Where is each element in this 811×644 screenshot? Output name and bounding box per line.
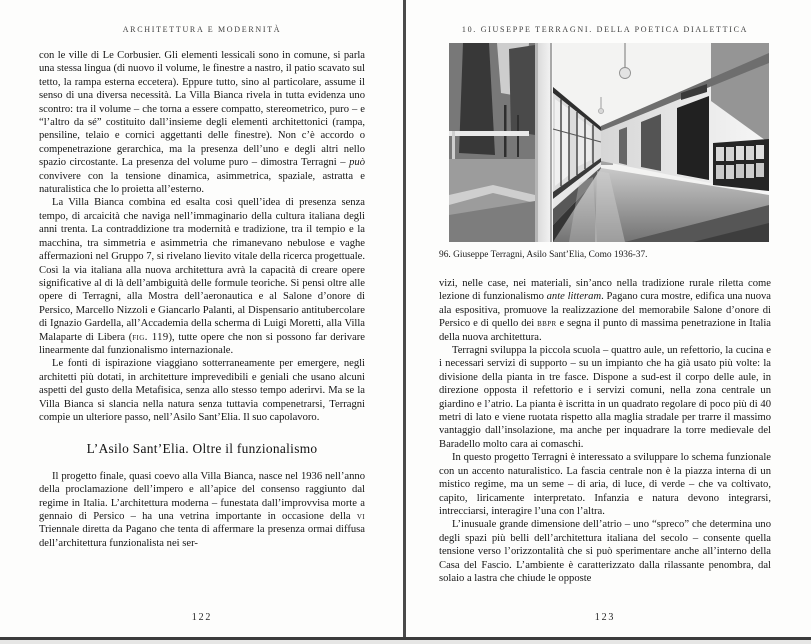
paragraph [439, 344, 771, 451]
paragraph-text: . Pagano cura mostre, edifica una nuova ala espositiva, promuove la realizzazione del memorabile Salone d’onore di Persico e di quello dei [439, 291, 771, 330]
paragraph [439, 277, 771, 344]
smallcaps-text: vi [356, 511, 365, 522]
paragraph-text: Il progetto finale, quasi coevo alla Villa Bianca, nasce nel 1936 nell’anno della proclamazione dell’impero e all’apice del consenso raggiunto dal regime in Italia. L’architettura moderna – funestata dall’improvvisa morte a gennaio di Persico – ha una vetrina importante in occasione della [39, 470, 365, 522]
paragraph-text: ), tutte opere che non si possono far derivare linearmente dal funzionalismo internazionale. [39, 331, 365, 356]
right-text-column [439, 277, 771, 585]
left-page [0, 0, 403, 637]
italic-text: ante litteram [546, 291, 602, 303]
running-head-left: ARCHITETTURA E MODERNITÀ [122, 25, 282, 34]
page-gutter-divider [403, 0, 406, 637]
asilo-corridor-photo [449, 43, 769, 242]
figure-photo [449, 43, 769, 242]
paragraph-text: L’inusuale grande dimensione dell’atrio – uno “spreco” che determina uno degli spazi più belli dell’architettura italiana del secolo – consente quella tensione verso l’orizzontalità che si può sperimentare anche all’interno della Casa del Fascio. L’ambiente è caratterizzato dalla rilassante penombra, dal solaio a lastra che chiude le opposte [439, 519, 771, 584]
paragraph [39, 49, 365, 196]
running-head-right: 10. GIUSEPPE TERRAGNI. DELLA POETICA DIALETTICA [461, 25, 749, 34]
paragraph-text: e segna il punto di massima penetrazione in Italia della nuova architettura. [439, 318, 771, 343]
paragraph [439, 518, 771, 585]
paragraph-text: vizi, nelle case, nei materiali, sin’anco nella tradizione rurale riletta come lezione di funzionalismo [439, 278, 771, 303]
paragraph [439, 451, 771, 518]
paragraph-text: con le ville di Le Corbusier. Gli elementi lessicali sono in comune, si parla una stessa lingua (di nuovo il volume, le finestre a nastro, il patio scavato sul tetto, la rampa esterna eccetera). Eppure tutto, sino al particolare, assume il senso di una diversa necessità. La Villa Bianca rivela in tutta evidenza uno scontro: tra il volume – che torna a essere compatto, stereometrico, puro – e “l’altro da sé” costituito dall’insieme degli elementi architettonici (rampa, pensiline, telaio e cornici aggettanti delle finestre). Non c’è accordo o compenetrazione gerarchica, ma la presenza dell’uno e degli altri nello spazio circostante. La presenza del volume puro – dimostra Terragni – [39, 50, 365, 169]
smallcaps-text: fig. 119 [132, 331, 169, 343]
paragraph-text: Le fonti di ispirazione viaggiano sotterraneamente per emergere, negli architetti più dotati, in architetture imprevedibili e geniali che usano alcuni aspetti del gusto della Metafisica, senza allo stesso tempo aderirvi. Ma se la Villa Bianca si slancia nella natura senza tuttavia compenetrarsi, Terragni compie un ulteriore passo, nell’Asilo Sant’Elia. Il suo capolavoro. [39, 358, 365, 423]
paragraph-text: convivere con la tensione dinamica, asimmetrica, spaziale, astratta e naturalistica che lo proietta all’esterno. [39, 170, 365, 196]
paragraph-text: In questo progetto Terragni è interessato a sviluppare lo schema funzionale con un accento naturalistico. La fascia centrale non è la piazza interna di un mistico regime, ma un seme – di aria, di luce, di verde – che va coltivato, capito, liricamente interpretato. Infanzia e natura devono integrarsi, intrecciarsi, interagire l’una con l’altra. [439, 452, 771, 517]
paragraph-text: Terragni sviluppa la piccola scuola – quattro aule, un refettorio, la cucina e i necessari servizi di supporto – su un impianto che ha già usato più volte: la divisione della pianta in tre fasce. Dispone a sud-est il corpo delle aule, in direzione opposta il refettorio e i servizi comuni, nella zona centrale un giardino e l’atrio. La pianta è iscritta in un quadrato regolare di poco più di 40 metri di lato e viene ruotata rispetto alla maglia stradale per trarre il massimo vantaggio dall’insolazione, ma anche per inquadrare la torre medievale del Baradello molto cara ai comaschi. [439, 345, 771, 450]
paragraph-text: Triennale diretta da Pagano che tenta di affermare la presenza ormai diffusa dell’architettura funzionalista nei ser- [39, 524, 365, 549]
book-bottom-edge [0, 637, 811, 640]
page-number-right: 123 [594, 612, 616, 623]
section-heading: L’Asilo Sant’Elia. Oltre il funzionalismo [86, 441, 318, 457]
right-page [406, 0, 811, 637]
left-text-column [39, 49, 365, 550]
page-number-left: 122 [191, 612, 213, 623]
paragraph [39, 357, 365, 424]
paragraph [39, 196, 365, 357]
figure-caption: 96. Giuseppe Terragni, Asilo Sant’Elia, Como 1936-37. [439, 250, 648, 260]
paragraph-text: La Villa Bianca combina ed esalta così quell’idea di presenza senza tempo, di arcaicità che naviga nell’immaginario della cultura italiana degli anni trenta. La contraddizione tra modernità e tradizione, tra il tempio e la macchina, tra simmetria e asimmetria che rimanevano nebulose e vaghe affermazioni nel Gruppo 7, si rivelano lievito vitale della ricerca progettuale. Così la via italiana alla nuova architettura avrà la capacità di creare opere significative al di là dell’ambiguità delle formule teoriche. Si pensi oltre alle opere di Terragni, alla Mostra dell’aeronautica e al Salone d’onore di Persico, Marcello Nizzoli e Giancarlo Palanti, al Dispensario antitubercolare di Ignazio Gardella, all’Accademia della scherma di Luigi Moretti, alla Villa Malaparte di Libera ( [39, 197, 365, 343]
paragraph [39, 470, 365, 550]
italic-text: può [349, 157, 365, 169]
smallcaps-text: bbpr [537, 318, 557, 330]
